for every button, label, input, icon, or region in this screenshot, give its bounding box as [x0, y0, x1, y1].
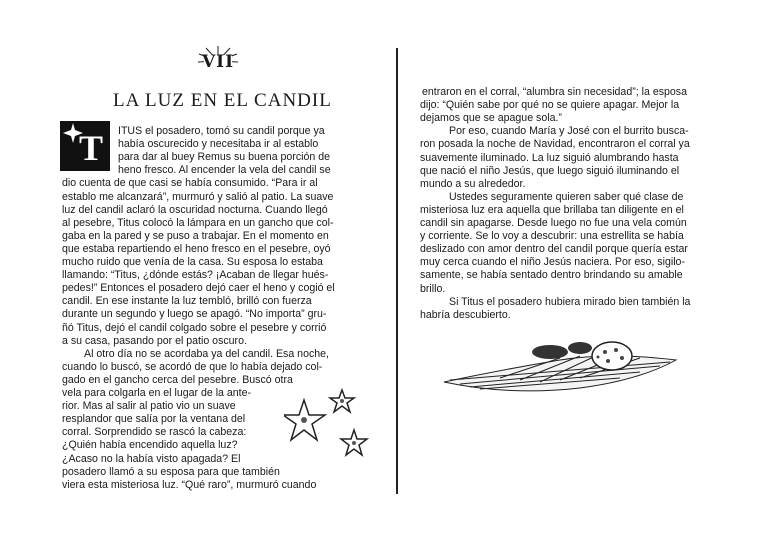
text-line: Si Titus el posadero hubiera mirado bien también la [449, 295, 691, 308]
drop-cap [60, 121, 110, 171]
text-line: ñó Titus, dejó el candil colgado sobre el pesebre y corrió [62, 321, 327, 334]
text-line: heno fresco. Al encender la vela del candil se [118, 164, 331, 177]
chapter-number: VII [201, 52, 235, 72]
text-line: deslizado con amor dentro del candil porque quería estar [420, 243, 688, 256]
text-line: que estaba repartiendo el heno fresco en el pesebre, oyó [62, 242, 331, 255]
text-line: habría descubierto. [420, 308, 511, 321]
text-line: luz del candil aclaró la oscuridad nocturna. Cuando llegó [62, 203, 328, 216]
text-line: brillo. [420, 282, 446, 295]
drop-cap-letter: T [78, 128, 103, 168]
text-line: candil sin apagarse. Desde luego no fue una vela común [420, 217, 687, 229]
text-line: ¿Quién había encendido aquella luz? [62, 439, 238, 452]
text-line: y corriente. Se lo voy a descubrir: una estrellita se había [420, 230, 684, 243]
text-line: suavemente iluminado. La luz siguió alumbrando hasta [420, 151, 679, 164]
text-line: llamando: “Titus, ¿dónde estás? ¡Acaban de llegar hués- [62, 269, 329, 282]
text-line: posadero llamó a su esposa para que también [62, 465, 280, 478]
text-line: gado en el gancho cerca del pesebre. Buscó otra [62, 373, 293, 386]
chapter-title: LA LUZ EN EL CANDIL [113, 90, 332, 111]
text-line: candil. En ese instante la luz tembló, brilló con fuerza [62, 295, 312, 308]
text-line: corral. Sorprendido se rascó la cabeza: [62, 426, 247, 439]
text-line: rior. Mas al salir al patio vio un suave [62, 400, 236, 413]
text-line: ¿Acaso no la había visto apagada? El [62, 452, 241, 465]
text-line: muy cerca cuando el niño Jesús naciera. Por eso, sigilo- [420, 256, 685, 269]
text-line: misteriosa luz era aquella que brillaba tan diligente en el [420, 203, 684, 216]
text-line: cuando lo buscó, se acordó de que lo había dejado col- [62, 360, 323, 373]
text-line: pedes!” Entonces el posadero dejó caer el heno y cogió el [62, 282, 335, 295]
text-line: que nació el niño Jesús, que luego siguió iluminando el [420, 164, 680, 177]
text-line: para dar al buey Remus su buena porción de [118, 151, 331, 164]
text-line: dijo: “Quién sabe por qué no se quiere apagar. Mejor la [420, 99, 680, 112]
text-line: mucho ruido que venía de la casa. Su esposa lo estaba [62, 256, 323, 268]
chapter-ornament [196, 46, 240, 76]
text-line: dio cuenta de que casi se había consumido. “Para ir al [62, 177, 318, 190]
text-line: ron posada la noche de Navidad, encontraron el corral ya [420, 138, 690, 151]
text-line: resplandor que salía por la ventana del [62, 413, 246, 426]
text-line: Ustedes seguramente quieren saber qué clase de [449, 190, 684, 203]
text-line: Al otro día no se acordaba ya del candil. Esa noche, [84, 347, 329, 360]
text-line: a su casa, pasando por el patio oscuro. [62, 334, 247, 347]
text-line: entraron en el corral, “alumbra sin necesidad”; la esposa [422, 86, 687, 98]
text-line: dejamos que se apague sola.” [420, 112, 562, 125]
text-line: durante un segundo y luego se apagó. “No importa” gru- [62, 308, 327, 321]
text-line: mundo a su alrededor. [420, 177, 526, 190]
text-line: establo me alcanzará”, murmuró y salió al patio. La suave [62, 190, 334, 203]
text-line: viera esta misteriosa luz. “Qué raro”, murmuró cuando [62, 478, 317, 491]
text-line: samente, se había sentado dentro brindando su amable [420, 269, 683, 282]
hay-illustration-icon [440, 330, 680, 410]
text-line: Por eso, cuando María y José con el burrito busca- [449, 125, 689, 138]
page-divider [396, 48, 398, 494]
right-page [399, 0, 768, 543]
text-line: había oscurecido y necesitaba ir al establo [118, 138, 319, 151]
text-line: al pesebre, Titus colocó la lámpara en un gancho que col- [62, 216, 334, 229]
text-line: ITUS el posadero, tomó su candil porque ya [118, 125, 325, 137]
stars-icon [284, 388, 374, 468]
text-line: vela para colgarla en el lugar de la ante- [62, 387, 252, 399]
text-line: gaba en la pared y se puso a trabajar. En el momento en [62, 229, 329, 242]
